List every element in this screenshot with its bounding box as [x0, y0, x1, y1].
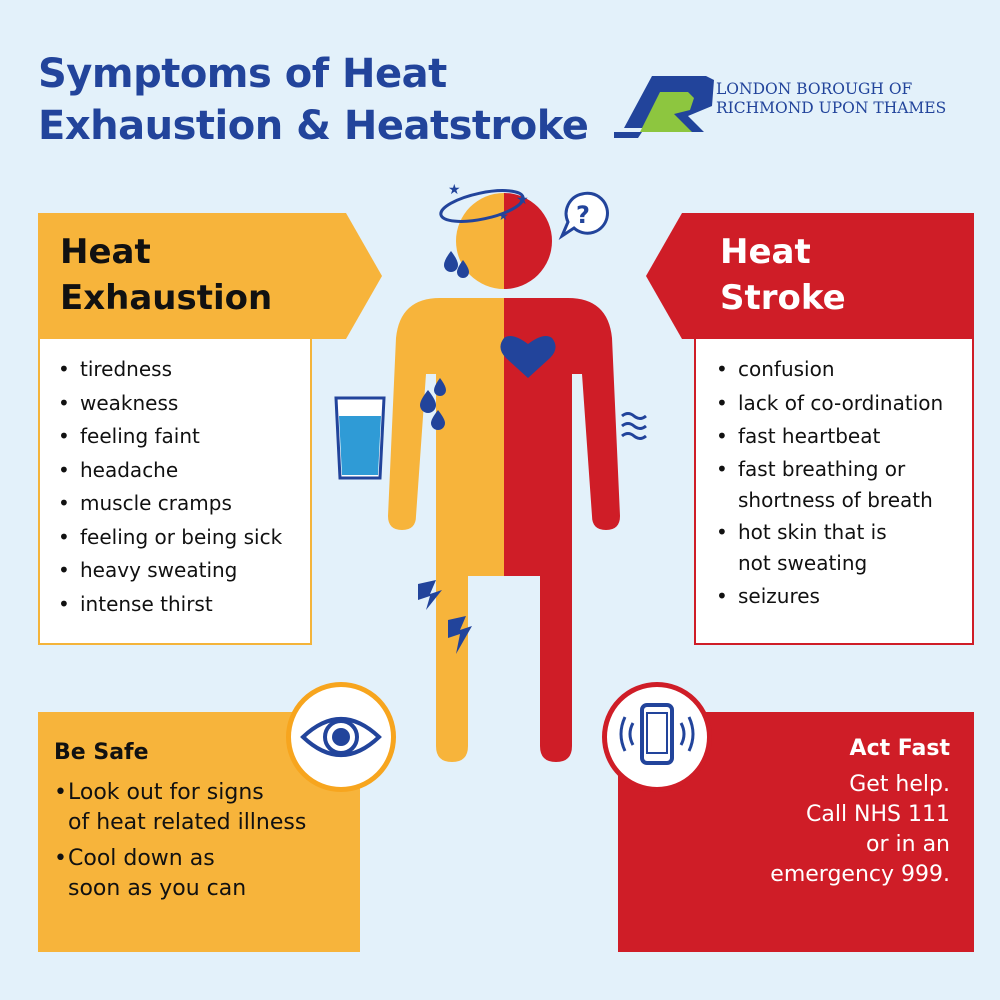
- list-item: • tiredness: [58, 353, 302, 386]
- list-item-line: • Cool down as: [68, 846, 215, 871]
- list-item-line: • fast breathing or: [738, 456, 906, 481]
- heading-line-1: Heat: [60, 232, 151, 272]
- phone-icon: [607, 687, 707, 787]
- heat-stroke-symptoms: [694, 339, 974, 645]
- list-item: • heavy sweating: [58, 554, 302, 587]
- svg-text:★: ★: [516, 192, 529, 208]
- heat-exhaustion-heading: [60, 229, 272, 321]
- act-fast-line: emergency 999.: [770, 862, 950, 887]
- title-line-1: Symptoms of Heat: [38, 51, 447, 97]
- list-item-line: of heat related illness: [68, 810, 307, 835]
- list-item-line: not sweating: [738, 550, 868, 575]
- svg-text:?: ?: [576, 201, 590, 229]
- human-figure: [330, 176, 660, 776]
- heat-waves-icon: [622, 414, 646, 439]
- list-item-line: soon as you can: [68, 876, 247, 901]
- figure-body: [388, 193, 620, 762]
- list-item-line: • hot skin that is: [738, 519, 887, 544]
- list-item-line: • Look out for signs: [68, 780, 264, 805]
- list-item: • intense thirst: [58, 588, 302, 621]
- list-item: • weakness: [58, 387, 302, 420]
- be-safe-heading: Be Safe: [54, 740, 149, 765]
- svg-text:★: ★: [448, 182, 461, 198]
- list-item: • lack of co-ordination: [716, 387, 964, 420]
- question-bubble-icon: [562, 193, 607, 236]
- list-item: [716, 454, 964, 516]
- list-item-line: shortness of breath: [738, 487, 933, 512]
- heading-line-1: Heat: [720, 232, 811, 272]
- eye-circle: [286, 682, 396, 792]
- act-fast-line: Call NHS 111: [805, 802, 950, 827]
- list-item: • feeling faint: [58, 420, 302, 453]
- title-line-2: Exhaustion & Heatstroke: [38, 103, 589, 149]
- logo-text: [716, 80, 946, 118]
- act-fast-heading: Act Fast: [849, 736, 950, 761]
- list-item: • confusion: [716, 353, 964, 386]
- list-item: • headache: [58, 454, 302, 487]
- act-fast-line: Get help.: [849, 772, 950, 797]
- page-title: [38, 48, 588, 152]
- list-item: [716, 517, 964, 579]
- water-glass-icon: [336, 398, 384, 478]
- heat-stroke-heading: [720, 229, 846, 321]
- list-item: [54, 778, 360, 838]
- heading-line-2: Stroke: [720, 278, 846, 318]
- list-item: • seizures: [716, 580, 964, 613]
- list-item: [54, 844, 360, 904]
- list-item: • fast heartbeat: [716, 420, 964, 453]
- heat-exhaustion-symptoms: [38, 339, 312, 645]
- heat-stroke-banner: [646, 213, 974, 339]
- logo-line-2: RICHMOND UPON THAMES: [716, 99, 947, 117]
- heading-line-2: Exhaustion: [60, 278, 273, 318]
- list-item: • muscle cramps: [58, 487, 302, 520]
- phone-circle: [602, 682, 712, 792]
- act-fast-line: or in an: [866, 832, 950, 857]
- logo-line-1: LONDON BOROUGH OF: [716, 80, 913, 98]
- list-item: • feeling or being sick: [58, 521, 302, 554]
- svg-text:★: ★: [498, 209, 509, 223]
- eye-icon: [291, 687, 391, 787]
